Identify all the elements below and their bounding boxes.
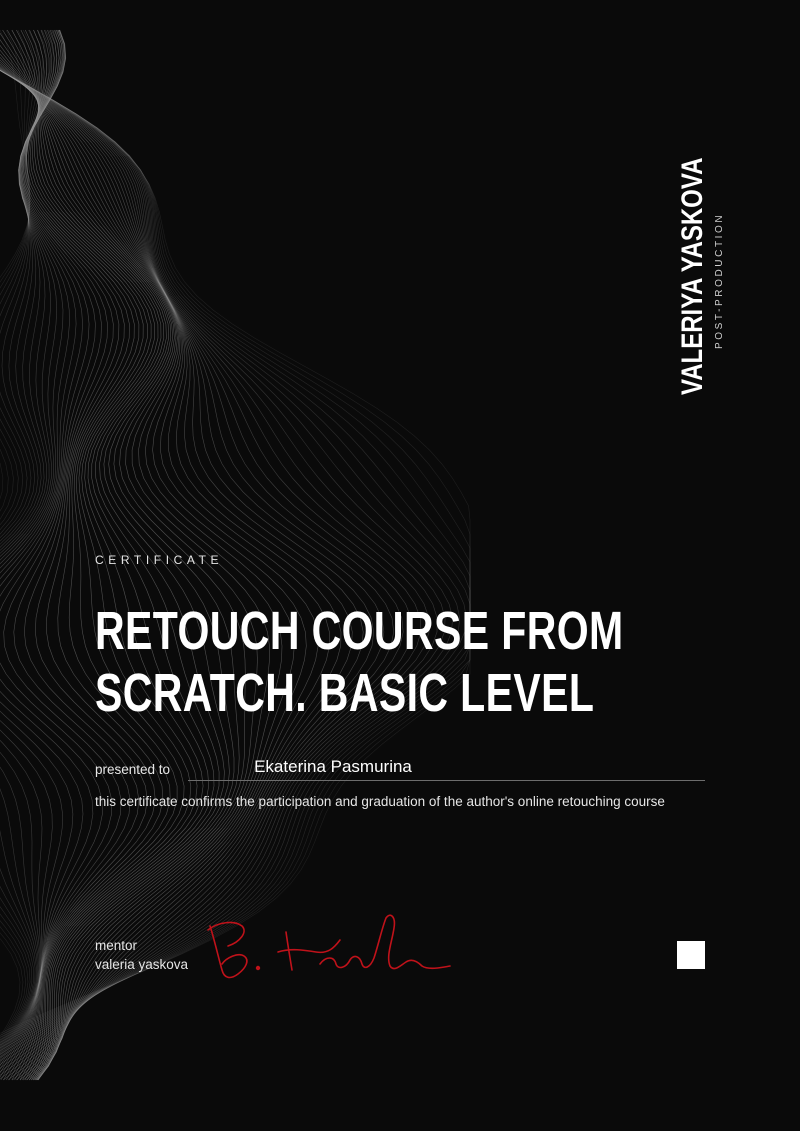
brand-logo <box>676 155 736 395</box>
mentor-label: mentor <box>95 938 138 953</box>
presented-to-label: presented to <box>95 762 171 777</box>
recipient-underline <box>188 780 705 781</box>
certificate-label: CERTIFICATE <box>95 553 224 567</box>
course-title <box>95 600 695 740</box>
course-title-line-2: SCRATCH. BASIC LEVEL <box>95 663 595 723</box>
brand-subtitle: POST-PRODUCTION <box>714 212 725 349</box>
mentor-name: valeria yaskova <box>95 957 189 972</box>
course-title-line-1: RETOUCH COURSE FROM <box>95 601 624 661</box>
recipient-name: Ekaterina Pasmurina <box>254 757 412 776</box>
mentor-signature <box>200 908 460 988</box>
certificate-description: this certificate confirms the participation and graduation of the author's online retouching course <box>95 794 665 809</box>
brand-name: VALERIYA YASKOVA <box>676 157 709 395</box>
square-mark <box>677 941 705 969</box>
